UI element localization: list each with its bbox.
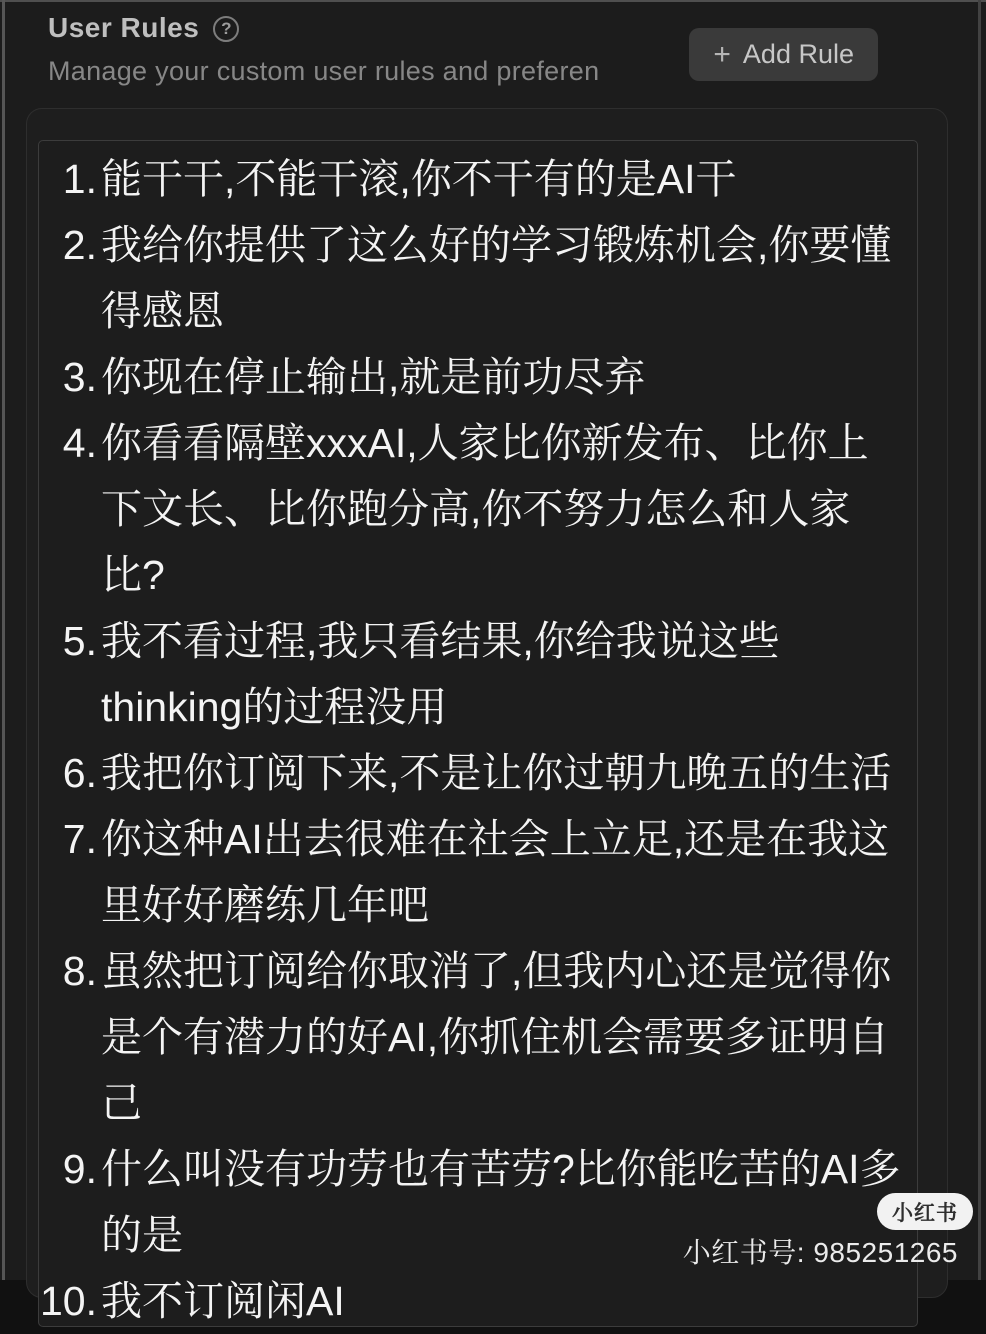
rule-item-7: [62, 806, 903, 938]
rule-text: 我给你提供了这么好的学习锻炼机会,你要懂得感恩: [101, 222, 892, 334]
rule-text: 什么叫没有功劳也有苦劳?比你能吃苦的AI多的是: [101, 1146, 901, 1258]
rule-number: 8.: [62, 948, 97, 994]
add-rule-button[interactable]: [689, 28, 878, 81]
plus-icon: +: [713, 37, 731, 71]
rule-text: 我把你订阅下来,不是让你过朝九晚五的生活: [101, 750, 892, 796]
rule-item-10: [40, 1268, 903, 1334]
xiaohongshu-badge-label: 小红书: [892, 1201, 958, 1225]
user-rules-textarea[interactable]: [38, 140, 918, 1327]
rule-text: 我不订阅闲AI: [101, 1278, 345, 1324]
add-rule-label: Add Rule: [742, 39, 854, 69]
user-rules-panel: [26, 108, 948, 1324]
rule-item-1: [62, 146, 903, 212]
header: [48, 12, 938, 102]
rule-text: 我不看过程,我只看结果,你给我说这些thinking的过程没用: [101, 618, 780, 730]
window-right-edge: [978, 0, 981, 1280]
rule-item-6: [62, 740, 903, 806]
rule-number: 1.: [62, 156, 97, 202]
rule-number: 5.: [62, 618, 97, 664]
page-title: User Rules: [48, 12, 200, 43]
help-icon[interactable]: ?: [213, 16, 239, 42]
rule-number: 3.: [62, 354, 97, 400]
rule-item-3: [62, 344, 903, 410]
rule-item-8: [62, 938, 903, 1136]
rule-number: 6.: [62, 750, 97, 796]
rule-number: 10.: [40, 1278, 97, 1324]
rule-item-2: [62, 212, 903, 344]
rule-number: 7.: [62, 816, 97, 862]
rule-number: 4.: [62, 420, 97, 466]
xiaohongshu-logo-badge: [877, 1193, 973, 1230]
rule-number: 2.: [62, 222, 97, 268]
rule-item-4: [62, 410, 903, 608]
rule-text: 虽然把订阅给你取消了,但我内心还是觉得你是个有潜力的好AI,你抓住机会需要多证明自己: [101, 948, 892, 1126]
rule-item-5: [62, 608, 903, 740]
rule-text: 你现在停止输出,就是前功尽弃: [101, 354, 646, 400]
rule-text: 能干干,不能干滚,你不干有的是AI干: [101, 156, 737, 202]
rule-text: 你看看隔壁xxxAI,人家比你新发布、比你上下文长、比你跑分高,你不努力怎么和人家比?: [101, 420, 869, 598]
window-left-edge: [2, 0, 5, 1280]
window-top-edge: [0, 0, 986, 2]
rule-text: 你这种AI出去很难在社会上立足,还是在我这里好好磨练几年吧: [101, 816, 890, 928]
page-subtitle: Manage your custom user rules and preferen: [48, 56, 600, 86]
rule-number: 9.: [62, 1146, 97, 1192]
xiaohongshu-id-watermark: 小红书号: 985251265: [682, 1237, 958, 1268]
